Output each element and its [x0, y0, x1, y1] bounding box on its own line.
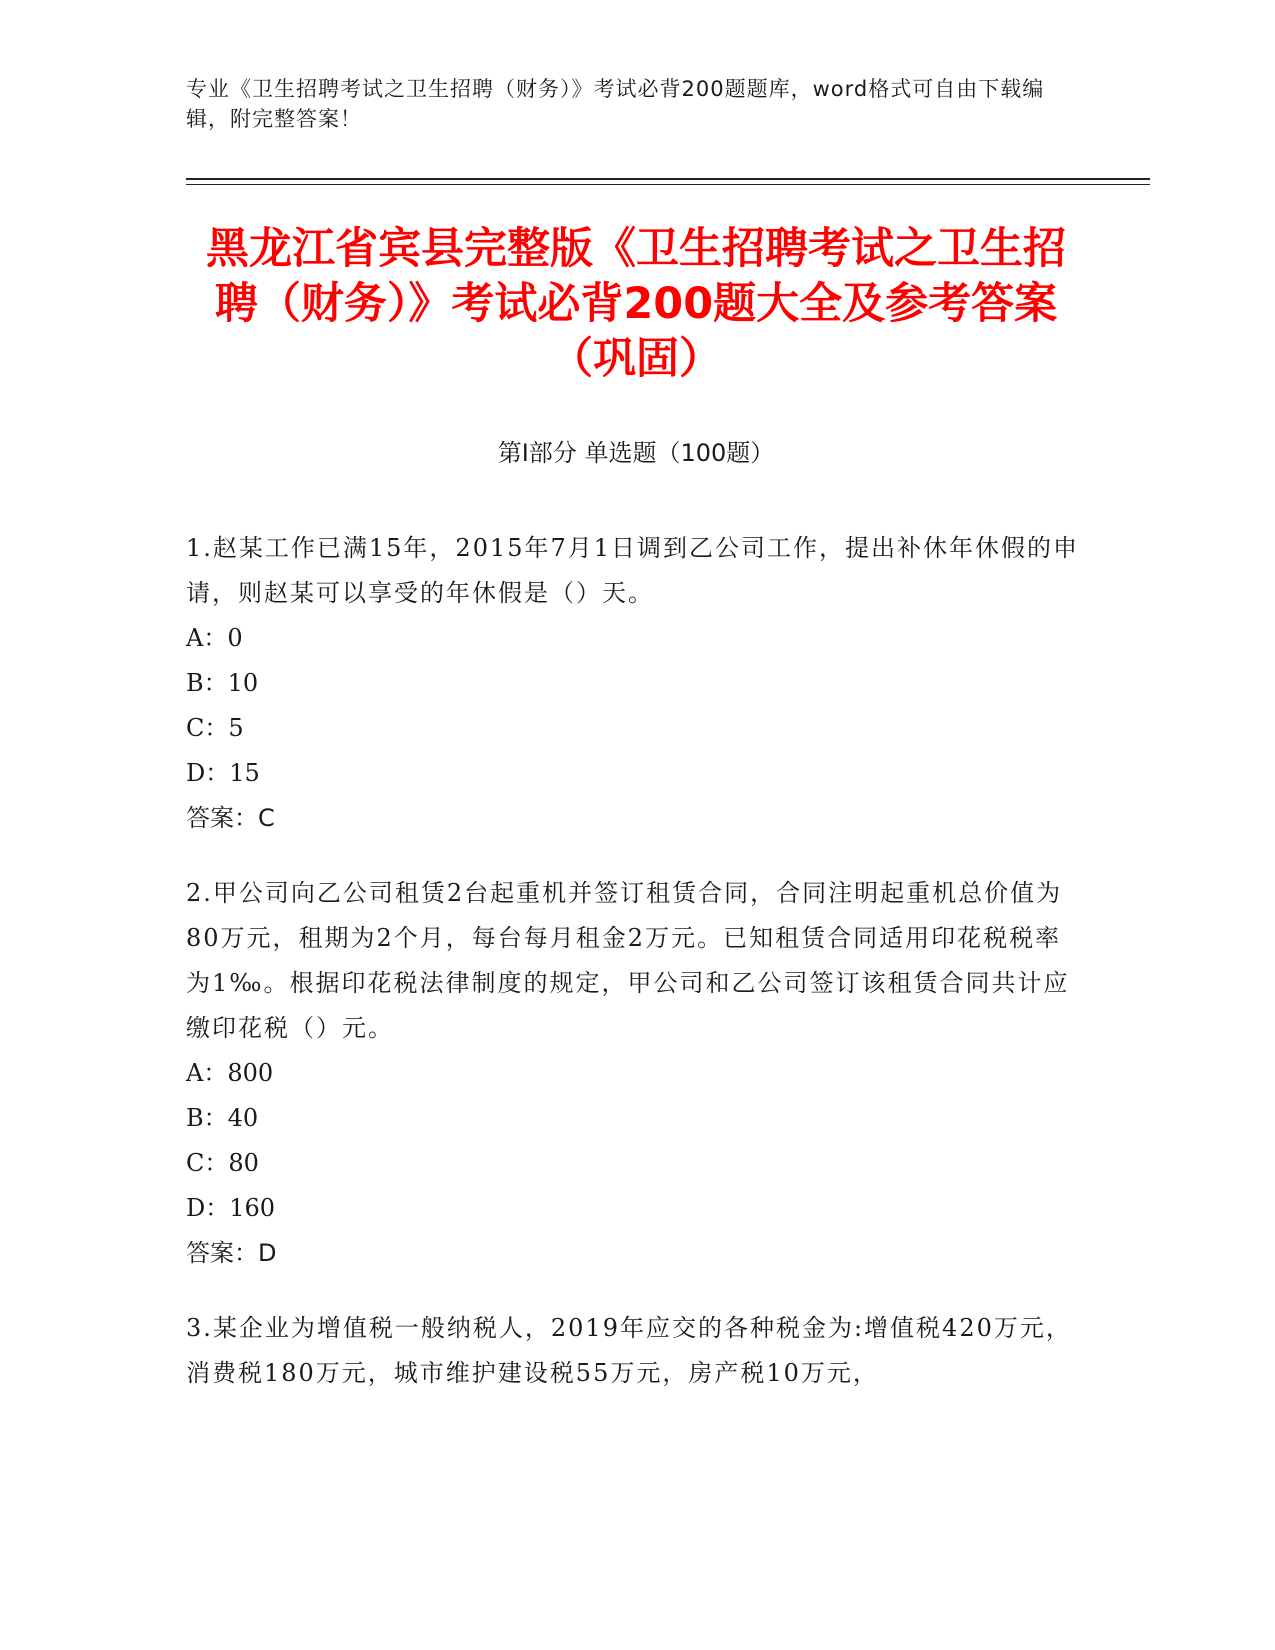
option-c: C：5 [186, 714, 244, 742]
option-d: D：15 [186, 759, 260, 787]
option-a: A：800 [186, 1059, 274, 1087]
document-title: 黑龙江省宾县完整版《卫生招聘考试之卫生招聘（财务）》考试必背200题大全及参考答案（巩固） [206, 224, 1066, 384]
question-stem: 2.甲公司向乙公司租赁2台起重机并签订租赁合同，合同注明起重机总价值为80万元，租期为2个月，每台每月租金2万元。已知租赁合同适用印花税税率为1‰。根据印花税法律制度的规定，甲公司和乙公司签订该租赁合同共计应缴印花税（）元。 [186, 879, 1070, 1042]
option-b: B：40 [186, 1104, 259, 1132]
question-list [186, 526, 1086, 1426]
option-c: C：80 [186, 1149, 259, 1177]
header-divider-thick [186, 178, 1150, 180]
question-stem: 3.某企业为增值税一般纳税人，2019年应交的各种税金为:增值税420万元，消费税180万元，城市维护建设税55万元，房产税10万元， [186, 1314, 1072, 1387]
question-2 [186, 871, 1086, 1276]
header-divider-thin [186, 184, 1150, 185]
question-1 [186, 526, 1086, 841]
option-a: A：0 [186, 624, 243, 652]
question-3 [186, 1306, 1086, 1396]
header-note: 专业《卫生招聘考试之卫生招聘（财务）》考试必背200题题库，word格式可自由下载编辑，附完整答案！ [186, 77, 1045, 131]
answer-line: 答案：C [186, 804, 275, 832]
option-d: D：160 [186, 1194, 276, 1222]
section-heading: 第Ⅰ部分 单选题（100题） [497, 439, 775, 467]
option-b: B：10 [186, 669, 259, 697]
question-stem: 1.赵某工作已满15年，2015年7月1日调到乙公司工作，提出补休年休假的申请，则赵某可以享受的年休假是（）天。 [186, 534, 1080, 607]
answer-line: 答案：D [186, 1239, 277, 1267]
